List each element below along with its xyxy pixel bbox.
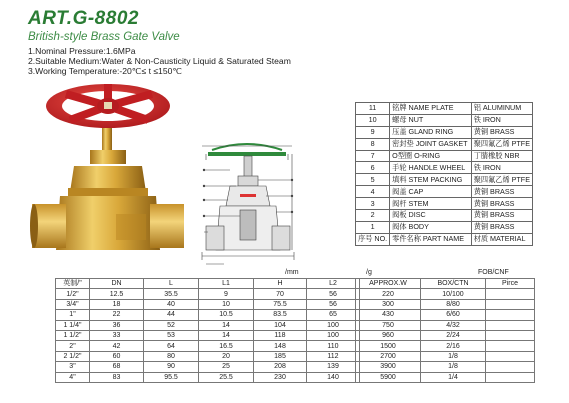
part-number: 2 [356,210,390,222]
dimension-cell: 33 [90,330,144,340]
packing-cell: 430 [356,310,421,320]
dimension-cell: 44 [144,310,199,320]
dimension-cell: 100 [307,320,360,330]
dimension-cell: 80 [144,351,199,361]
dimension-row [56,320,360,330]
packing-row [356,341,535,351]
packing-cell: 8/80 [421,299,486,309]
packing-row [356,351,535,361]
dimension-cell: 1 1/4" [56,320,90,330]
part-name: 手轮 HANDLE WHEEL [390,162,472,174]
part-material: 黄铜 BRASS [471,198,532,210]
part-number: 9 [356,126,390,138]
dimension-cell: 110 [307,341,360,351]
packing-cell [486,372,535,382]
col-header: APPROX.W [356,279,421,289]
packing-cell [486,341,535,351]
part-material: 材质 MATERIAL [471,233,532,245]
dimension-cell: 1" [56,310,90,320]
part-row [356,198,533,210]
dimension-cell: 22 [90,310,144,320]
dimension-cell: 230 [254,372,307,382]
packing-cell: 1/8 [421,362,486,372]
packing-cell [486,351,535,361]
part-material: 聚四氟乙烯 PTFE [471,174,532,186]
part-number: 5 [356,174,390,186]
dimension-cell: 40 [144,299,199,309]
part-name: 螺母 NUT [390,114,472,126]
valve-section-drawing [200,140,296,270]
dimension-cell: 185 [254,351,307,361]
dimension-row [56,362,360,372]
packing-cell: 3900 [356,362,421,372]
dimension-cell: 14 [199,320,254,330]
dimension-cell: 56 [307,289,360,299]
dimension-cell: 25 [199,362,254,372]
dimension-row [56,299,360,309]
part-name: 压盖 GLAND RING [390,126,472,138]
part-material: 铝 ALUMINUM [471,103,532,115]
part-material: 黄铜 BRASS [471,210,532,222]
packing-row [356,289,535,299]
spec-line: 3.Working Temperature:-20℃≤ t ≤150℃ [28,66,183,76]
packing-cell: 1/4 [421,372,486,382]
product-code: ART.G-8802 [28,8,139,29]
part-number: 11 [356,103,390,115]
part-material: 铁 IRON [471,114,532,126]
dimension-cell: 208 [254,362,307,372]
col-header: BOX/CTN [421,279,486,289]
packing-row [356,330,535,340]
part-number: 序号 NO. [356,233,390,245]
packing-cell: 4/32 [421,320,486,330]
dimension-cell: 100 [307,330,360,340]
dimension-cell: 3/4" [56,299,90,309]
packing-cell: 10/100 [421,289,486,299]
dimension-row [56,330,360,340]
part-name: 阀体 BODY [390,221,472,233]
part-name: 阀板 DISC [390,210,472,222]
dimension-cell: 10 [199,299,254,309]
col-header: L2 [307,279,360,289]
packing-cell [486,320,535,330]
packing-cell [486,299,535,309]
spec-line: 1.Nominal Pressure:1.6MPa [28,46,136,56]
packing-row [356,310,535,320]
dimension-cell: 52 [144,320,199,330]
dimensions-table [55,278,360,383]
weight-unit: /g [366,269,372,276]
packing-table [355,278,535,383]
part-name: 密封垫 JOINT GASKET [390,138,472,150]
part-number: 4 [356,186,390,198]
part-row [356,138,533,150]
part-row [356,210,533,222]
part-number: 6 [356,162,390,174]
dimension-cell: 14 [199,330,254,340]
packing-cell: 1/8 [421,351,486,361]
part-material: 黄铜 BRASS [471,126,532,138]
part-name: 填料 STEM PACKING [390,174,472,186]
part-row [356,174,533,186]
dimension-cell: 3" [56,362,90,372]
packing-cell: 750 [356,320,421,330]
dimension-cell: 90 [144,362,199,372]
part-name: 零件名称 PART NAME [390,233,472,245]
part-row [356,221,533,233]
dimension-cell: 68 [90,362,144,372]
packing-cell: 1500 [356,341,421,351]
dimension-cell: 56 [307,299,360,309]
part-row [356,103,533,115]
packing-cell: 960 [356,330,421,340]
part-name: O型圈 O-RING [390,150,472,162]
packing-cell: 2/24 [421,330,486,340]
packing-cell: 2/16 [421,341,486,351]
dimension-cell: 9 [199,289,254,299]
packing-row [356,372,535,382]
part-material: 聚四氟乙烯 PTFE [471,138,532,150]
dimension-cell: 20 [199,351,254,361]
part-material: 丁腈橡胶 NBR [471,150,532,162]
packing-cell [486,310,535,320]
dimension-cell: 70 [254,289,307,299]
dimension-cell: 10.5 [199,310,254,320]
dimension-cell: 35.5 [144,289,199,299]
dimensions-header-row [56,279,360,289]
dimension-cell: 83.5 [254,310,307,320]
dimension-cell: 36 [90,320,144,330]
dimension-row [56,310,360,320]
part-number: 3 [356,198,390,210]
dimension-cell: 4" [56,372,90,382]
col-header: Pirce [486,279,535,289]
dimension-row [56,341,360,351]
packing-row [356,320,535,330]
dimension-cell: 60 [90,351,144,361]
dimension-cell: 53 [144,330,199,340]
dimension-cell: 75.5 [254,299,307,309]
part-row [356,233,533,245]
part-name: 阀盖 CAP [390,186,472,198]
part-material: 黄铜 BRASS [471,186,532,198]
dimension-cell: 2 1/2" [56,351,90,361]
dimension-row [56,351,360,361]
packing-cell: 6/60 [421,310,486,320]
dimension-cell: 16.5 [199,341,254,351]
packing-cell: 2700 [356,351,421,361]
dimension-row [56,372,360,382]
part-row [356,162,533,174]
packing-row [356,299,535,309]
part-number: 10 [356,114,390,126]
part-number: 7 [356,150,390,162]
dimension-cell: 139 [307,362,360,372]
dimension-cell: 140 [307,372,360,382]
dimension-cell: 148 [254,341,307,351]
dimension-cell: 25.5 [199,372,254,382]
part-row [356,150,533,162]
dimension-cell: 18 [90,299,144,309]
dimension-cell: 104 [254,320,307,330]
part-number: 1 [356,221,390,233]
part-material: 黄铜 BRASS [471,221,532,233]
packing-cell [486,362,535,372]
part-row [356,126,533,138]
packing-cell: 5900 [356,372,421,382]
dimension-cell: 12.5 [90,289,144,299]
spec-list [28,46,291,76]
packing-cell [486,289,535,299]
dimension-cell: 42 [90,341,144,351]
part-name: 铭牌 NAME PLATE [390,103,472,115]
col-header: 英制/" [56,279,90,289]
col-header: DN [90,279,144,289]
dimension-cell: 65 [307,310,360,320]
dimension-cell: 1/2" [56,289,90,299]
packing-row [356,362,535,372]
col-header: H [254,279,307,289]
dimension-cell: 1 1/2" [56,330,90,340]
part-number: 8 [356,138,390,150]
part-row [356,186,533,198]
dimension-cell: 64 [144,341,199,351]
packing-cell: 220 [356,289,421,299]
fob-label: FOB/CNF [478,269,509,276]
spec-line: 2.Suitable Medium:Water & Non-Causticity Liquid & Saturated Steam [28,56,291,66]
dimension-row [56,289,360,299]
product-subtitle: British-style Brass Gate Valve [28,31,180,43]
dimension-cell: 118 [254,330,307,340]
valve-photo [30,80,200,272]
dimension-cell: 2" [56,341,90,351]
part-row [356,114,533,126]
dims-unit: /mm [285,269,299,276]
packing-header-row [356,279,535,289]
dimension-cell: 112 [307,351,360,361]
col-header: L [144,279,199,289]
packing-cell: 300 [356,299,421,309]
part-material: 铁 IRON [471,162,532,174]
dimension-cell: 83 [90,372,144,382]
parts-table [355,102,533,246]
col-header: L1 [199,279,254,289]
part-name: 阀杆 STEM [390,198,472,210]
dimension-cell: 95.5 [144,372,199,382]
packing-cell [486,330,535,340]
